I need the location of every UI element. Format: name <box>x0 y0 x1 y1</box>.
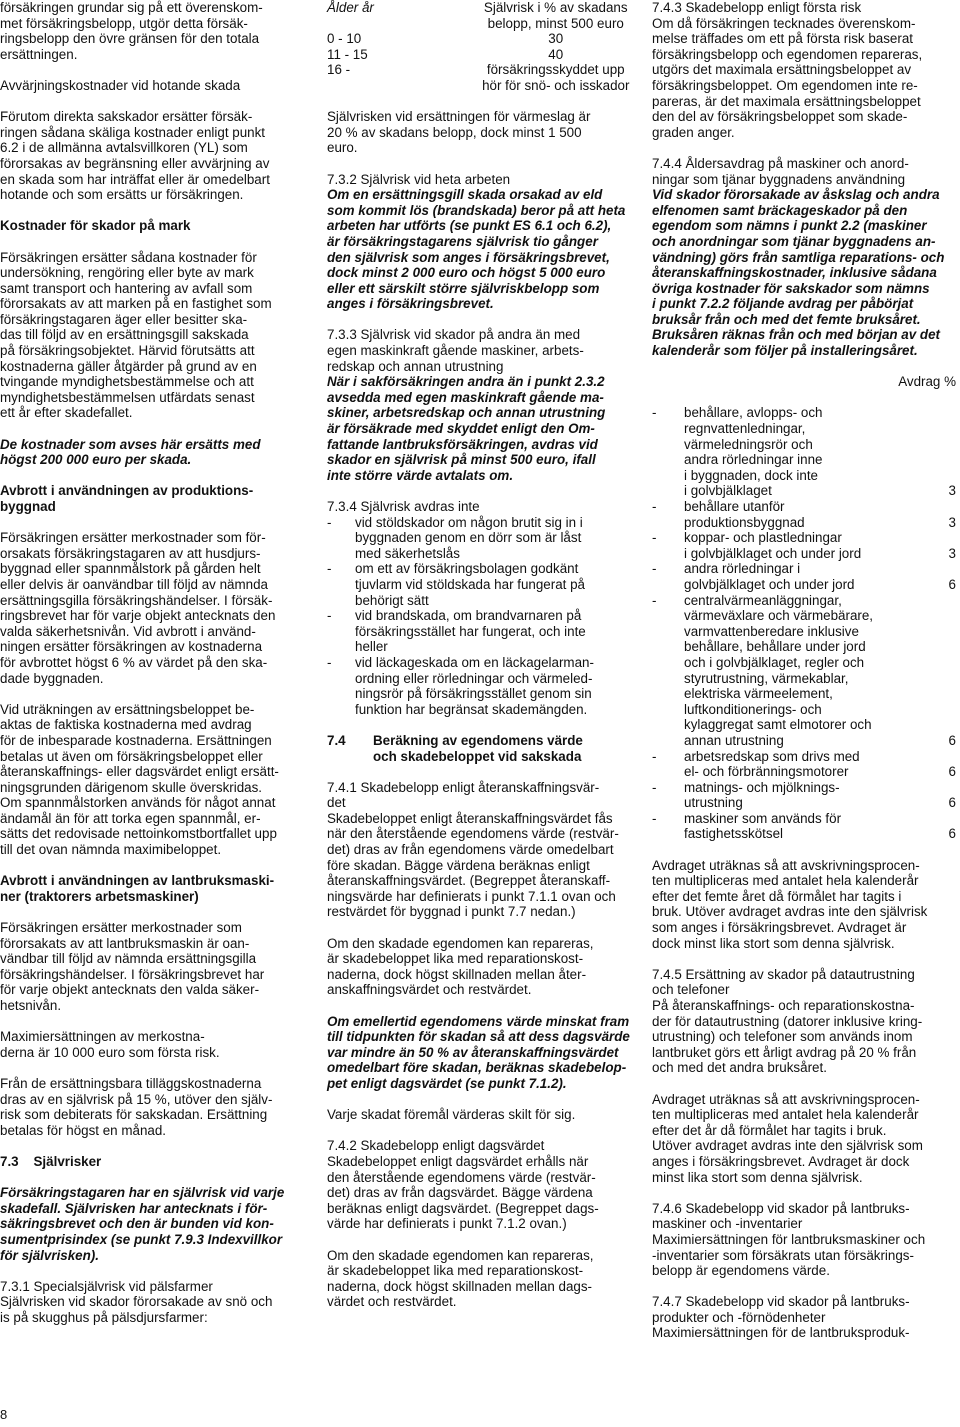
table-header-age: Ålder år <box>327 0 374 15</box>
emphasis-paragraph: När i sakförsäkringen andra än i punkt 2.3.2 avsedda med egen maskinkraft gående ma- skiner, arbetsredskap och annan utrustning är försäkrade med skyddet enligt den Om- fattande lantbruksförsäkringen, avdras vid skador en självrisk på minst 500 euro, ifall inte större värde avtalats om. <box>327 374 606 483</box>
emphasis-paragraph: Om emellertid egendomens värde minskat fram till tidpunkten för skadan så att dess dagsvärde var mindre än 50 % av återanskaffningsvärdet omedelbart före skadan, beräknas skadebelop- pet enligt dagsvärdet (se punkt 7.1.2). <box>327 1013 630 1091</box>
paragraph: 7.3.1 Specialsjälvrisk vid pälsfarmer Självrisken vid skador förorsakade av snö och is på skugghus på pälsdjursfarmer: <box>0 1278 273 1325</box>
paragraph: Förutom direkta sakskador ersätter försäk- ringen sådana skäliga kostnader enligt punkt 6.2 i de allmänna avtalsvillkoren (YL) som förorsakas av begränsning eller avvärjning av en skada som har inträffat eller är omedelbart hotande och som ersätts ur försäkringen. <box>0 109 270 203</box>
section-title: Beräkning av egendomens värde och skadebeloppet vid sakskada <box>373 732 583 764</box>
section-heading: Avbrott i användningen av lantbruksmaski- ner (traktorers arbetsmaskiner) <box>0 873 275 904</box>
table-header-deductible: Självrisk i % av skadans belopp, minst 500 euro <box>483 0 628 31</box>
paragraph: försäkringen grundar sig på ett överenskom- met försäkringsbelopp, utgör detta försäk- ringsbelopp den övre gränsen för den totala ersättningen. <box>0 0 263 62</box>
paragraph: 7.4.6 Skadebelopp vid skador på lantbruks- maskiner och -inventarier Maximiersättningen för lantbruksmaskiner och -inventarier som försäkrats utan försäkrings- belopp är egendomens värde. <box>652 1200 926 1279</box>
subsection-title: 7.3.3 Självrisk vid skador på andra än med egen maskinkraft gående maskiner, arbets- redskap och annan utrustning <box>327 327 584 374</box>
paragraph: Självrisken vid ersättningen för värmeslag är 20 % av skadans belopp, dock minst 1 500 euro. <box>327 109 591 156</box>
paragraph: Om den skadade egendomen kan repareras, är skadebeloppet lika med reparationskost- naderna, dock högst skillnaden mellan dags- värdet och restvärdet. <box>327 1247 594 1310</box>
table-cell-value: 40 <box>548 46 564 62</box>
subsection-title: 7.4.4 Åldersavdrag på maskiner och anord- ningar som tjänar byggnadens användning <box>652 155 909 187</box>
exception-list <box>327 515 632 718</box>
deduction-row: - arbetsredskap som drivs med el- och förbränningsmotorer 6 <box>652 748 956 780</box>
deduction-row: - maskiner som används för fastighetsskötsel 6 <box>652 810 956 842</box>
table-cell-value: 30 <box>548 31 564 47</box>
paragraph: Maximiersättningen av merkostna- derna är 10 000 euro som första risk. <box>0 1029 220 1060</box>
emphasis-paragraph: Försäkringstagaren har en självrisk vid varje skadefall. Självrisken har antecknats i för- säkringsbrevet och den är bunden vid kon- sumentprisindex (se punkt 7.9.3 Indexvillkor för självrisken). <box>0 1185 285 1263</box>
deduction-header: Avdrag % <box>898 374 956 390</box>
paragraph: 7.4.1 Skadebelopp enligt återanskaffningsvär- det Skadebeloppet enligt återanskaffningsvärdet fås när den återstående egendomens värde (restvär- det) dras av från egendomens värde omedelbart före skadan. Bägge värdena beräknas enligt återanskaffningsvärdet. (Begreppet återanskaff- ningsvärde har definierats i punkt 7.1.1 ovan och restvärdet för byggnad i punkt 7.7 nedan.) <box>327 779 619 920</box>
emphasis-paragraph: Vid skador förorsakade av åskslag och andra elfenomen samt bräckageskador på den egendom som nämns i punkt 2.2 (maskiner och anordningar som tjänar byggnadens an- vändning) görs från samtliga reparations- och återanskaffningskostnader, inklusive sådana övriga kostnader för sakskador som nämns i punkt 7.2.2 följande avdrag per påbörjat bruksår från och med det femte bruksåret. Bruksåren räknas från och med början av det kalenderår som följer på installeringsåret. <box>652 187 945 359</box>
column-right <box>652 0 956 1357</box>
deduction-row: - koppar- och plastledningar i golvbjälklaget och under jord 3 <box>652 530 956 561</box>
emphasis-paragraph: De kostnader som avses här ersätts med högst 200 000 euro per skada. <box>0 436 261 468</box>
paragraph: Försäkringen ersätter sådana kostnader för undersökning, rengöring eller byte av mark samt transport och hantering av avfall som förorsakats av att marken på en fastighet som försäkringstagaren äger eller besitter ska- das till följd av en ersättningsgill sakskada på försäkringsobjektet. Härvid förutsätts att kostnaderna gäller åtgärder på grund av en tvingande myndighetsbestämmelse och att myndighetsbestämmelsen utfärdats senast ett år efter skadefallet. <box>0 249 272 421</box>
paragraph: Avdraget uträknas så att avskrivningsprocen- ten multipliceras med antalet hela kalenderår efter det femte året då förmålet har tagits i bruk. Utöver avdraget avdras inte den självrisk som anges i försäkringsbrevet. Avdraget är dock minst lika stort som denna självrisk. <box>652 857 928 951</box>
paragraph: Avdraget uträknas så att avskrivningsprocen- ten multipliceras med antalet hela kalenderår efter det år då förmålet har tagits i bruk. Utöver avdraget avdras inte den självrisk som anges i försäkringsbrevet. Avdraget är dock minst lika stort som denna självrisk. <box>652 1091 923 1185</box>
list-item: - vid brandskada, om brandvarnaren på försäkringsstället har fungerat, och inte heller <box>327 608 586 655</box>
deduction-row: - behållare utanför produktionsbyggnad 3 <box>652 499 956 530</box>
list-item: - vid stöldskador om någon brutit sig in i byggnaden genom en dörr som är låst med säkerhetslås <box>327 514 583 561</box>
paragraph: 7.4.7 Skadebelopp vid skador på lantbruks- produkter och -förnödenheter Maximiersättningen för de lantbruksproduk- <box>652 1294 910 1341</box>
paragraph: Från de ersättningsbara tilläggskostnaderna dras av en självrisk på 15 %, utöver den själv- risk som debiterats för sakskadan. Ersättning betalas för högst en månad. <box>0 1075 273 1138</box>
subsection-title: 7.3.4 Självrisk avdras inte <box>327 499 480 514</box>
paragraph: Varje skadat föremål värderas skilt för sig. <box>327 1107 576 1123</box>
deductible-table <box>327 0 632 94</box>
paragraph: Försäkringen ersätter merkostnader som för- orsakats försäkringstagaren av att husdjurs- byggnad eller spannmålstork på gården helt eller delvis är oanvändbar till följd av nämnda ersättningsgilla försäkringshändelser. I försäk- ringsbrevet har för varje objekt antecknats den valda säkerhetsnivån. Vid avbrott i använd- ningen ersätter försäkringen av kostnaderna för avbrottet högst 6 % av värdet på den ska- dade byggnaden. <box>0 530 276 686</box>
emphasis-paragraph: Om en ersättningsgill skada orsakad av eld som kommit lös (brandskada) beror på att heta arbeten har utförts (se punkt ES 6.1 och 6.2), är försäkringstagarens självrisk tio gånger den självrisk som anges i försäkringsbrevet, dock minst 2 000 euro och högst 5 000 euro eller ett särskilt större självriskbelopp som anges i försäkringsbrevet. <box>327 187 626 312</box>
deduction-row: - matnings- och mjölknings- utrustning 6 <box>652 779 956 811</box>
paragraph: Vid uträkningen av ersättningsbeloppet be- aktas de faktiska kostnaderna med avdrag för de inbesparade kostnaderna. Ersättningen betalas ut även om försäkringsbeloppet eller återanskaffnings- eller dagsvärdet enligt ersätt- ningsgrunden därigenom skulle överskridas. Om spannmålstorken används för något annat ändamål än för att torka egen spannmål, er- sätts det redovisade nettoinkomstbortfallet upp till det ovan nämnda maximibeloppet. <box>0 701 279 858</box>
paragraph: 7.4.2 Skadebelopp enligt dagsvärdet Skadebeloppet enligt dagsvärdet erhålls när den återstående egendomens värde (restvär- det) dras av från dagsvärdet. Bägge värdena beräknas enligt dagsvärdet. (Begreppet dags- värde har definierats i punkt 7.1.2 ovan.) <box>327 1138 599 1232</box>
column-left <box>0 0 307 1341</box>
list-item: - om ett av försäkringsbolagen godkänt tjuvlarm vid stöldskada har fungerat på behörigt sätt <box>327 561 585 608</box>
table-cell-age: 0 - 10 <box>327 31 362 47</box>
paragraph: Försäkringen ersätter merkostnader som förorsakats av att lantbruksmaskin är oan- vändbar till följd av nämnda ersättningsgilla försäkringshändelser. I försäkringsbrevet har för varje objekt antecknats den valda säker- hetsnivån. <box>0 920 265 1013</box>
section-heading <box>327 733 632 764</box>
paragraph: 7.4.3 Skadebelopp enligt första risk Om då försäkringen tecknades överenskom- melse träffades om ett på första risk baserat försäkringsbelopp och egendomen repareras, utgörs det maximala ersättningsbeloppet av försäkringsbeloppet. Om egendomen inte re- pareras, är det maximala ersättningsbeloppet den del av försäkringsbeloppet som skade- graden anger. <box>652 0 923 140</box>
page-number: 8 <box>0 1407 8 1422</box>
section-heading: Avvärjningskostnader vid hotande skada <box>0 77 241 93</box>
deduction-row: - andra rörledningar i golvbjälklaget och under jord 6 <box>652 561 956 592</box>
list-item: - vid läckageskada om en läckagelarman- ordning eller rörledningar och värmeled- ningsrör på försäkringsstället genom sin funktion har begränsat skademängden. <box>327 654 594 717</box>
paragraph: 7.4.5 Ersättning av skador på datautrustning och telefoner På återanskaffnings- och reparationskostna- der för datautrustning (datorer inklusive kring- utrustning) och telefoner som används inom lantbruket görs ett årligt avdrag på 20 % från och med det andra bruksåret. <box>652 966 923 1076</box>
deduction-row: - centralvärmeanläggningar, värmeväxlare och värmebärare, varmvattenberedare inklusive behållare, behållare under jord och i golvbjälklaget, regler och styrutrustning, värmekablar, elektriska värmeelement, luftkonditionerings- och kylaggregat samt elmotorer och annan utrustning 6 <box>652 592 956 748</box>
table-cell-value: försäkringsskyddet upp hör för snö- och isskador <box>482 62 630 93</box>
column-middle <box>327 0 632 1325</box>
deduction-list <box>652 405 956 842</box>
deduction-row: - behållare, avlopps- och regnvattenledningar, värmeledningsrör och andra rörledningar inne i byggnaden, dock inte i golvbjälklaget 3 <box>652 405 956 499</box>
table-cell-age: 16 - <box>327 62 351 78</box>
section-heading: Kostnader för skador på mark <box>0 218 191 234</box>
table-cell-age: 11 - 15 <box>327 46 368 62</box>
subsection-title: 7.3.2 Självrisk vid heta arbeten <box>327 171 511 187</box>
section-heading: 7.3 Självrisker <box>0 1153 102 1169</box>
section-heading: Avbrott i användningen av produktions- byggnad <box>0 483 254 514</box>
section-number: 7.4 <box>327 732 346 748</box>
paragraph: Om den skadade egendomen kan repareras, är skadebeloppet lika med reparationskost- naderna, dock högst skillnaden mellan åter- anskaffningsvärdet och restvärdet. <box>327 935 594 998</box>
